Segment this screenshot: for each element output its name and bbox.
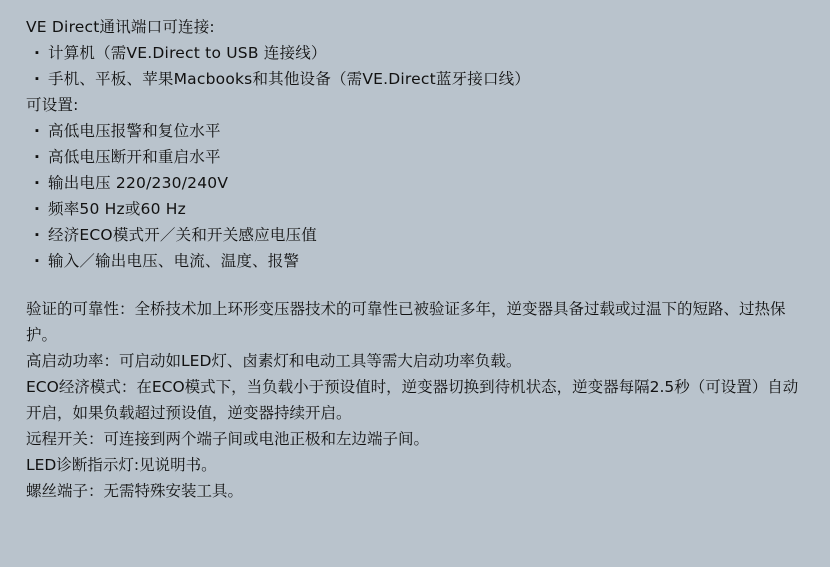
- ports-heading: VE Direct通讯端口可连接:: [26, 18, 215, 36]
- feature-item: [26, 374, 808, 426]
- feature-text: 无需特殊安装工具。: [103, 482, 244, 500]
- feature-label: 验证的可靠性：: [26, 300, 135, 318]
- feature-item: [26, 426, 808, 452]
- feature-item: [26, 348, 808, 374]
- feature-text: 见说明书。: [139, 456, 217, 474]
- feature-label: 螺丝端子：: [26, 482, 104, 500]
- settings-item: · 高低电压断开和重启水平: [26, 144, 808, 170]
- feature-text: 可连接到两个端子间或电池正极和左边端子间。: [103, 430, 430, 448]
- settings-heading: 可设置:: [26, 96, 79, 114]
- settings-item: · 高低电压报警和复位水平: [26, 118, 808, 144]
- settings-item: · 输出电压 220/230/240V: [26, 170, 808, 196]
- feature-label: LED诊断指示灯:: [26, 456, 140, 474]
- section-divider-space: [26, 274, 808, 296]
- feature-item: [26, 296, 808, 348]
- settings-item: · 经济ECO模式开／关和开关感应电压值: [26, 222, 808, 248]
- ports-item: · 手机、平板、苹果Macbooks和其他设备（需VE.Direct蓝牙接口线）: [26, 66, 808, 92]
- feature-label: ECO经济模式：: [26, 378, 137, 396]
- settings-item: · 输入／输出电压、电流、温度、报警: [26, 248, 808, 274]
- feature-text: 在ECO模式下，当负载小于预设值时，逆变器切换到待机状态，逆变器每隔2.5秒（可设置）自动开启，如果负载超过预设值，逆变器持续开启。: [26, 378, 799, 422]
- feature-label: 远程开关：: [26, 430, 104, 448]
- ports-item: · 计算机（需VE.Direct to USB 连接线）: [26, 40, 808, 66]
- feature-item: [26, 478, 808, 504]
- feature-text: 全桥技术加上环形变压器技术的可靠性已被验证多年，逆变器具备过载或过温下的短路、过热保护。: [26, 300, 786, 344]
- feature-label: 高启动功率：: [26, 352, 120, 370]
- settings-item: · 频率50 Hz或60 Hz: [26, 196, 808, 222]
- feature-item: [26, 452, 808, 478]
- feature-text: 可启动如LED灯、卤素灯和电动工具等需大启动功率负载。: [119, 352, 522, 370]
